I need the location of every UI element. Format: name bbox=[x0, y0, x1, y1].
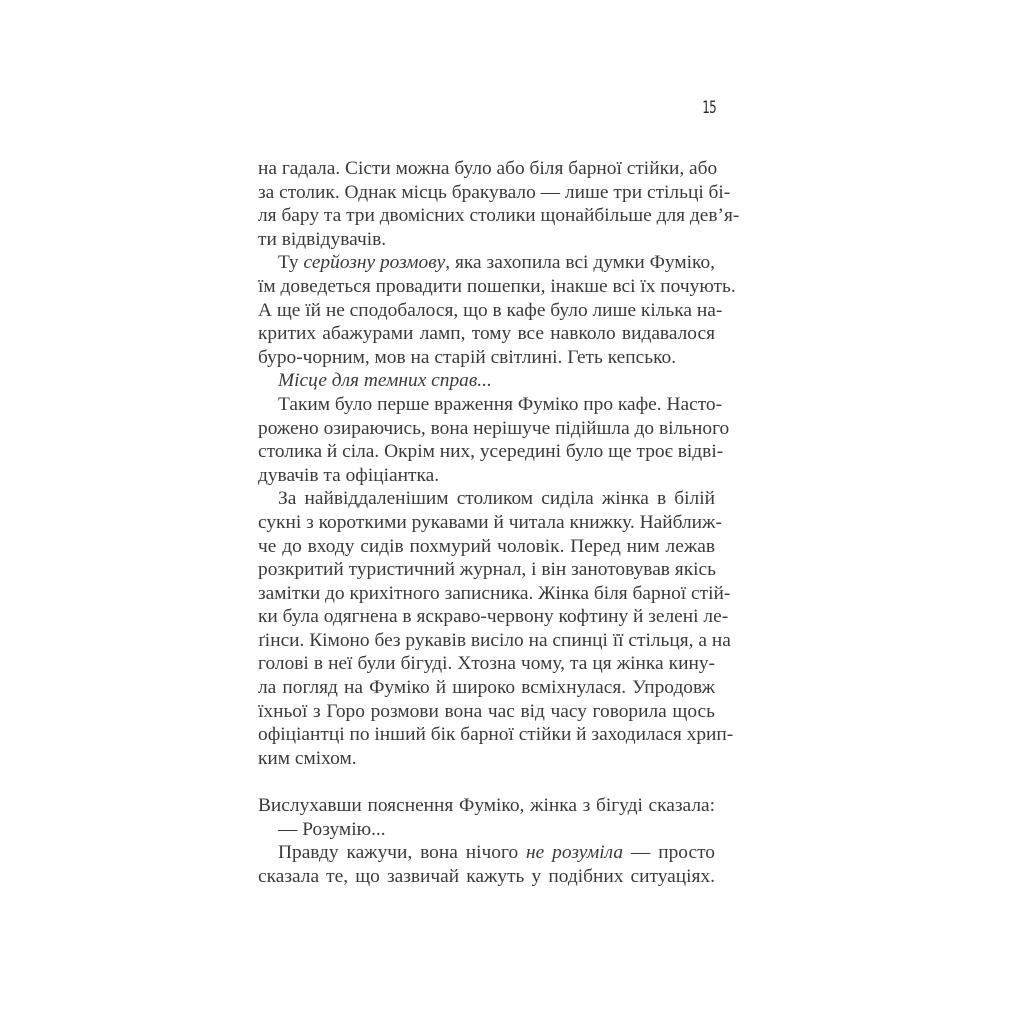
text-line: дувачів та офіціантка. bbox=[258, 464, 440, 486]
text-line bbox=[258, 369, 715, 393]
text-line: офіціантці по інший бік барної стійки й заходилася хрип- bbox=[258, 724, 734, 746]
text-run: Правду кажучи, вона нічого bbox=[278, 842, 527, 864]
italic-run: серйозну розмову bbox=[303, 252, 446, 274]
text-line: За найвіддаленішим столиком сиділа жінка в білій bbox=[278, 488, 715, 510]
text-line: Таким було перше враження Фуміко про кафе. Насто- bbox=[278, 393, 723, 415]
text-line: рожено озираючись, вона нерішуче підійшла до вільного bbox=[258, 417, 730, 439]
dialogue-line: — Розумію... bbox=[278, 818, 386, 840]
text-line: че до входу сидів похмурий чоловік. Перед ним лежав bbox=[258, 535, 715, 557]
italic-run: Місце для темних справ... bbox=[278, 370, 492, 392]
body-text bbox=[258, 157, 740, 888]
text-line: буро-чорним, мов на старій світлині. Геть кепсько. bbox=[258, 346, 677, 368]
text-line: ґінси. Кімоно без рукавів висіло на спинці її стільця, а на bbox=[258, 629, 731, 651]
text-line: їм доведеться провадити пошепки, інакше всі їх почують. bbox=[258, 275, 736, 297]
text-line: ти відвідувачів. bbox=[258, 228, 387, 250]
text-line: ким сміхом. bbox=[258, 747, 357, 769]
section-break bbox=[258, 770, 715, 794]
page-number: 15 bbox=[702, 98, 716, 118]
text-run: — просто bbox=[623, 842, 716, 864]
text-line: сукні з короткими рукавами й читала книжку. Найближ- bbox=[258, 511, 722, 533]
italic-run: не розуміла bbox=[526, 842, 624, 864]
text-line: столика й сіла. Окрім них, усередині було ще троє відві- bbox=[258, 441, 724, 463]
text-line bbox=[258, 251, 715, 275]
text-line: розкритий туристичний журнал, і він занотовував якісь bbox=[258, 559, 716, 581]
text-run: , яка захопила всі думки Фуміко, bbox=[445, 252, 715, 274]
text-line: ля бару та три двомісних столики щонайбільше для дев’я- bbox=[258, 205, 740, 227]
text-line bbox=[258, 841, 715, 865]
text-line: критих абажурами ламп, тому все навколо видавалося bbox=[258, 323, 715, 345]
text-line: сказала те, що зазвичай кажуть у подібних ситуаціях. bbox=[258, 865, 715, 887]
text-run: Ту bbox=[278, 252, 304, 274]
text-line: на гадала. Сісти можна було або біля барної стійки, або bbox=[258, 158, 718, 179]
text-line: ки була одягнена в яскраво-червону кофтину й зелені ле- bbox=[258, 606, 729, 628]
text-line: Вислухавши пояснення Фуміко, жінка з бігуді сказала: bbox=[258, 795, 715, 817]
text-line: А ще їй не сподобалося, що в кафе було лише кілька на- bbox=[258, 299, 723, 321]
text-line: їхньої з Горо розмови вона час від часу говорила щось bbox=[258, 700, 715, 722]
text-line: голові в неї були бігуді. Хтозна чому, та ця жінка кину- bbox=[258, 653, 715, 675]
text-line: ла погляд на Фуміко й широко всміхнулася. Упродовж bbox=[258, 677, 715, 699]
text-line: замітки до крихітного записника. Жінка біля барної стій- bbox=[258, 582, 731, 604]
text-line: за столик. Однак місць бракувало — лише три стільці бі- bbox=[258, 181, 731, 203]
